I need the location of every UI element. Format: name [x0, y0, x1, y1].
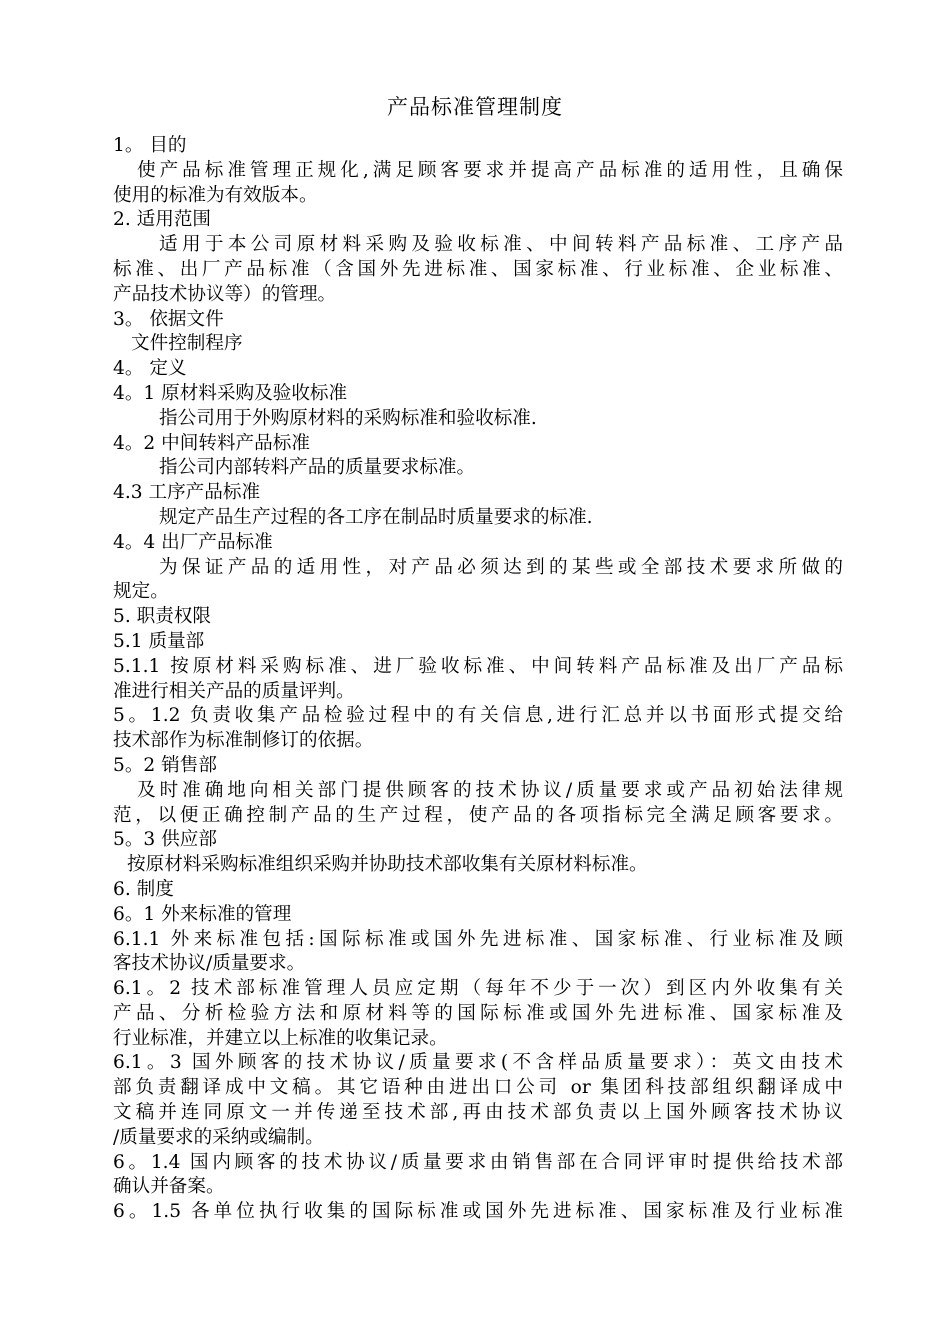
- subheading: 5.1 质量部: [113, 630, 205, 652]
- paragraph-line: 文件控制程序: [131, 333, 243, 355]
- paragraph-line: 规定。: [113, 581, 169, 603]
- paragraph-line: 6。1.4 国内顾客的技术协议/质量要求由销售部在合同评审时提供给技术部: [113, 1151, 843, 1173]
- paragraph-line: 为保证产品的适用性，对产品必须达到的某些或全部技术要求所做的: [159, 556, 843, 578]
- paragraph-line: 5。1.2 负责收集产品检验过程中的有关信息,进行汇总并以书面形式提交给: [113, 705, 843, 727]
- document-body: [113, 134, 843, 1225]
- paragraph-line: 部负责翻译成中文稿。其它语种由进出口公司 or 集团科技部组织翻译成中: [113, 1077, 843, 1099]
- paragraph-line: 标准、出厂产品标准（含国外先进标准、国家标准、行业标准、企业标准、: [113, 258, 843, 280]
- subheading: 4。1 原材料采购及验收标准: [113, 382, 348, 404]
- paragraph-line: 5.1.1 按原材料采购标准、进厂验收标准、中间转料产品标准及出厂产品标: [113, 655, 843, 677]
- paragraph-line: 按原材料采购标准组织采购并协助技术部收集有关原材料标准。: [127, 854, 648, 876]
- paragraph-line: 6。1.5 各单位执行收集的国际标准或国外先进标准、国家标准及行业标准: [113, 1201, 843, 1223]
- heading-scope: 2. 适用范围: [113, 209, 212, 231]
- subheading: 6。1 外来标准的管理: [113, 903, 292, 925]
- heading-reference: 3。 依据文件: [113, 308, 224, 330]
- paragraph-line: 6.1。3 国外顾客的技术协议/质量要求(不含样品质量要求）：英文由技术: [113, 1052, 843, 1074]
- paragraph-line: 确认并备案。: [113, 1176, 225, 1198]
- paragraph-line: 适用于本公司原材料采购及验收标准、中间转料产品标准、工序产品: [159, 234, 843, 256]
- subheading: 4。2 中间转料产品标准: [113, 432, 310, 454]
- subheading: 4。4 出厂产品标准: [113, 531, 273, 553]
- paragraph-line: 范，以便正确控制产品的生产过程，使产品的各项指标完全满足顾客要求。: [113, 804, 843, 826]
- paragraph-line: 客技术协议/质量要求。: [113, 953, 306, 975]
- paragraph-line: 产品技术协议等）的管理。: [113, 283, 337, 305]
- subheading: 4.3 工序产品标准: [113, 482, 261, 504]
- paragraph-line: 准进行相关产品的质量评判。: [113, 680, 355, 702]
- paragraph-line: 产品、分析检验方法和原材料等的国际标准或国外先进标准、国家标准及: [113, 1002, 843, 1024]
- paragraph-line: 文稿并连同原文一并传递至技术部,再由技术部负责以上国外顾客技术协议: [113, 1102, 843, 1124]
- paragraph-line: 指公司内部转料产品的质量要求标准。: [159, 457, 476, 479]
- paragraph-line: 规定产品生产过程的各工序在制品时质量要求的标准.: [159, 506, 593, 528]
- subheading: 5。2 销售部: [113, 754, 217, 776]
- subheading: 5。3 供应部: [113, 829, 217, 851]
- paragraph-line: 6.1.1 外来标准包括:国际标准或国外先进标准、国家标准、行业标准及顾: [113, 928, 843, 950]
- paragraph-line: /质量要求的采纳或编制。: [113, 1126, 324, 1148]
- paragraph-line: 及时准确地向相关部门提供顾客的技术协议/质量要求或产品初始法律规: [137, 779, 843, 801]
- heading-purpose: 1。 目的: [113, 135, 187, 156]
- paragraph-line: 行业标准，并建立以上标准的收集记录。: [113, 1027, 448, 1049]
- paragraph-line: 6.1。2 技术部标准管理人员应定期（每年不少于一次）到区内外收集有关: [113, 978, 843, 1000]
- paragraph-line: 技术部作为标准制修订的依据。: [113, 730, 374, 752]
- heading-system: 6. 制度: [113, 878, 174, 900]
- paragraph-line: 指公司用于外购原材料的采购标准和验收标准.: [159, 407, 537, 429]
- heading-definitions: 4。 定义: [113, 358, 187, 380]
- document-title: 产品标准管理制度: [387, 95, 563, 119]
- paragraph-line: 使产品标准管理正规化,满足顾客要求并提高产品标准的适用性，且确保: [137, 159, 843, 181]
- paragraph-line: 使用的标准为有效版本。: [113, 184, 318, 206]
- heading-responsibilities: 5. 职责权限: [113, 606, 212, 628]
